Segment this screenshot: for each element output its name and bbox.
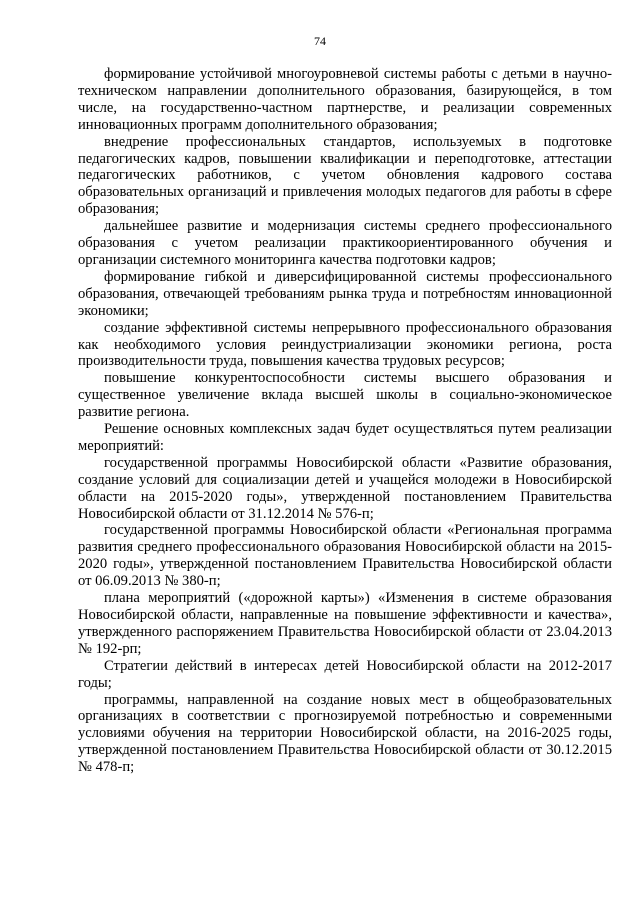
paragraph-3: дальнейшее развитие и модернизация системы среднего профессионального образования с учетом реализации практикоориентированного обучения и организации системного мониторинга качества подготовки кадров;: [78, 218, 612, 268]
paragraph-8: государственной программы Новосибирской области «Развитие образования, создание условий для социализации детей и учащейся молодежи в Новосибирской области на 2015-2020 годы», утвержденной постановлением Правительства Новосибирской области от 31.12.2014 № 576-п;: [78, 454, 612, 522]
paragraph-9: государственной программы Новосибирской области «Региональная программа развития среднего профессионального образования Новосибирской области на 2015-2020 годы», утвержденной постановлением Правительства Новосибирской области от 06.09.2013 № 380-п;: [78, 522, 612, 590]
page-number: 74: [314, 34, 326, 48]
paragraph-4: формирование гибкой и диверсифицированной системы профессионального образования, отвечающей требованиям рынка труда и потребностям инновационной экономики;: [78, 268, 612, 319]
paragraph-7: Решение основных комплексных задач будет осуществляться путем реализации мероприятий:: [78, 421, 612, 454]
paragraph-10: плана мероприятий («дорожной карты») «Изменения в системе образования Новосибирской области, направленные на повышение эффективности и качества», утвержденного распоряжением Правительства Новосибирской области от 23.04.2013 № 192-рп;: [78, 590, 612, 657]
paragraph-5: создание эффективной системы непрерывного профессионального образования как необходимого условия реиндустриализации экономики региона, роста производительности труда, повышения качества трудовых ресурсов;: [78, 319, 612, 370]
paragraph-11: Стратегии действий в интересах детей Новосибирской области на 2012-2017 годы;: [78, 657, 612, 691]
paragraph-2: внедрение профессиональных стандартов, используемых в подготовке педагогических кадров, повышении квалификации и переподготовке, аттестации педагогических работников, с учетом обновления кадрового состава образовательных организаций и привлечения молодых педагогов для работы в сфере образования;: [78, 133, 612, 218]
paragraph-1: формирование устойчивой многоуровневой системы работы с детьми в научно-техническом направлении дополнительного образования, базирующейся, в том числе, на государственно-частном партнерстве, и реализации современных инновационных программ дополнительного образования;: [78, 66, 612, 133]
paragraph-12: программы, направленной на создание новых мест в общеобразовательных организациях в соответствии с прогнозируемой потребностью и современными условиями обучения на территории Новосибирской области, на 2016-2025 годы, утвержденной постановлением Правительства Новосибирской области от 30.12.2015 № 478-п;: [78, 691, 612, 776]
paragraph-6: повышение конкурентоспособности системы высшего образования и существенное увеличение вклада высшей школы в социально-экономическое развитие региона.: [78, 370, 612, 421]
body-text: [78, 66, 612, 776]
